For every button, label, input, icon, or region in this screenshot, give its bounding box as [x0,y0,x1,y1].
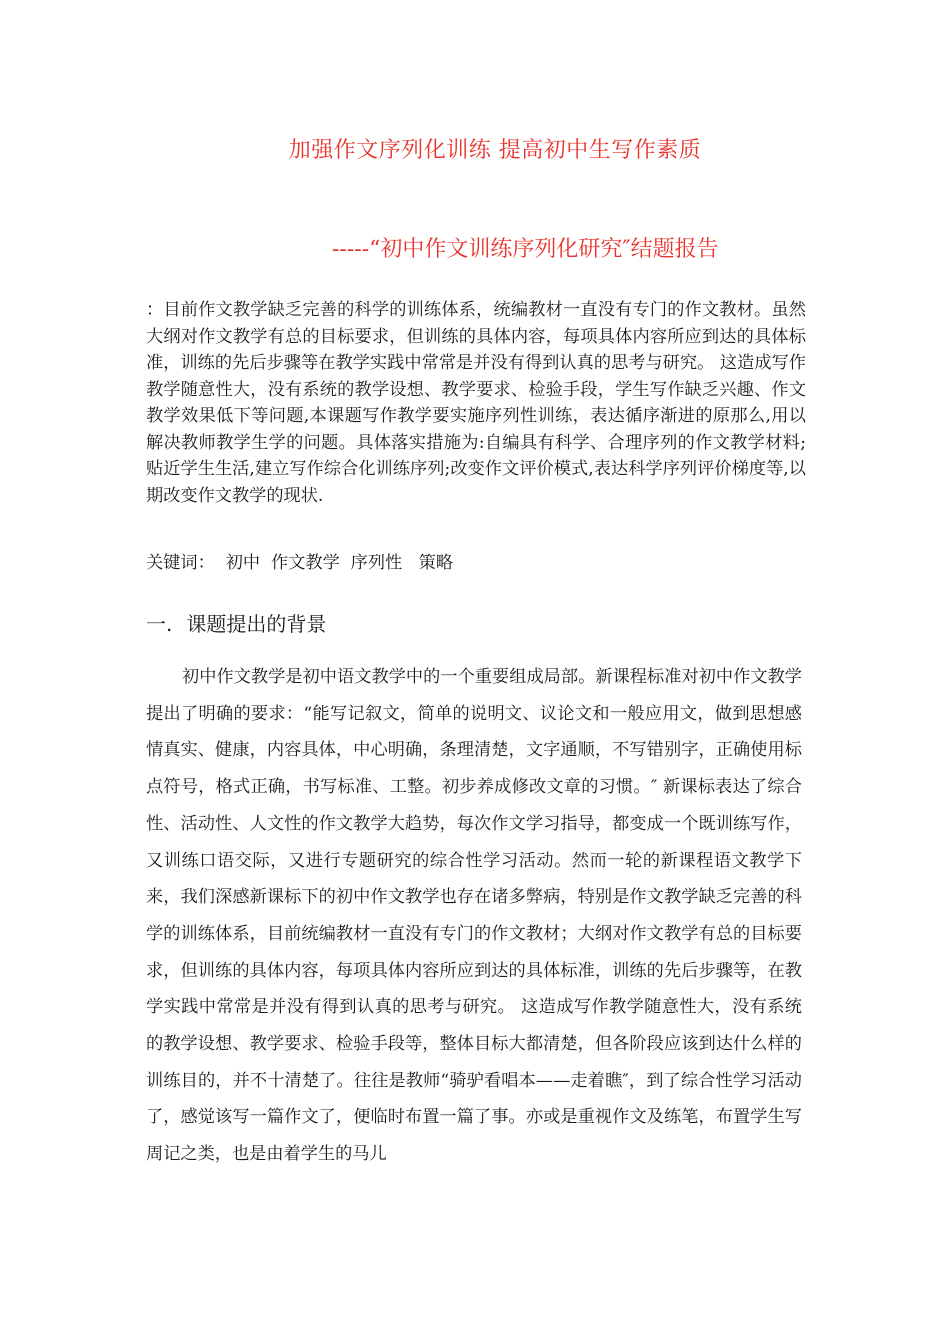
body-paragraph: 初中作文教学是初中语文教学中的一个重要组成局部。新课程标准对初中作文教学提出了明确的要求：“能写记叙文，简单的说明文、议论文和一般应用文，做到思想感情真实、健康，内容具体，中心明确，条理清楚，文字通顺，不写错别字，正确使用标点符号，格式正确，书写标准、工整。初步养成修改文章的习惯。″ 新课标表达了综合性、活动性、人文性的作文教学大趋势，每次作文学习指导，都变成一个既训练写作，又训练口语交际，又进行专题研究的综合性学习活动。然而一轮的新课程语文教学下来，我们深感新课标下的初中作文教学也存在诸多弊病，特别是作文教学缺乏完善的科学的训练体系，目前统编教材一直没有专门的作文教材；大纲对作文教学有总的目标要求，但训练的具体内容，每项具体内容所应到达的具体标准，训练的先后步骤等，在教学实践中常常是并没有得到认真的思考与研究。 这造成写作教学随意性大，没有系统的教学设想、教学要求、检验手段等，整体目标大都清楚，但各阶段应该到达什么样的训练目的，并不十清楚了。往往是教师“骑驴看唱本——走着瞧″，到了综合性学习活动了，感觉该写一篇作文了，便临时布置一篇了事。亦或是重视作文及练笔，布置学生写周记之类，也是由着学生的马儿 [146,667,802,1165]
section-number: 一. [146,612,173,636]
section-title: 课题提出的背景 [186,612,327,636]
document-subtitle: -----“初中作文训练序列化研究″结题报告 [332,237,719,262]
document-title: 加强作文序列化训练 提高初中生写作素质 [288,138,702,163]
abstract-paragraph: ：目前作文教学缺乏完善的科学的训练体系，统编教材一直没有专门的作文教材。虽然大纲对作文教学有总的目标要求，但训练的具体内容，每项具体内容所应到达的具体标准，训练的先后步骤等在教学实践中常常是并没有得到认真的思考与研究。 这造成写作教学随意性大，没有系统的教学设想、教学要求、检验手段，学生写作缺乏兴趣、作文教学效果低下等问题,本课题写作教学要实施序列性训练，表达循序渐进的原那么,用以解决教师教学生学的问题。具体落实措施为:自编具有科学、合理序列的作文教学材料;贴近学生生活,建立写作综合化训练序列;改变作文评价模式,表达科学序列评价梯度等,以期改变作文教学的现状. [146,300,806,506]
keywords-list: 初中 作文教学 序列性 策略 [225,553,454,573]
section-heading [146,608,326,637]
keywords-line [146,548,453,573]
keywords-label: 关键词： [146,553,215,573]
